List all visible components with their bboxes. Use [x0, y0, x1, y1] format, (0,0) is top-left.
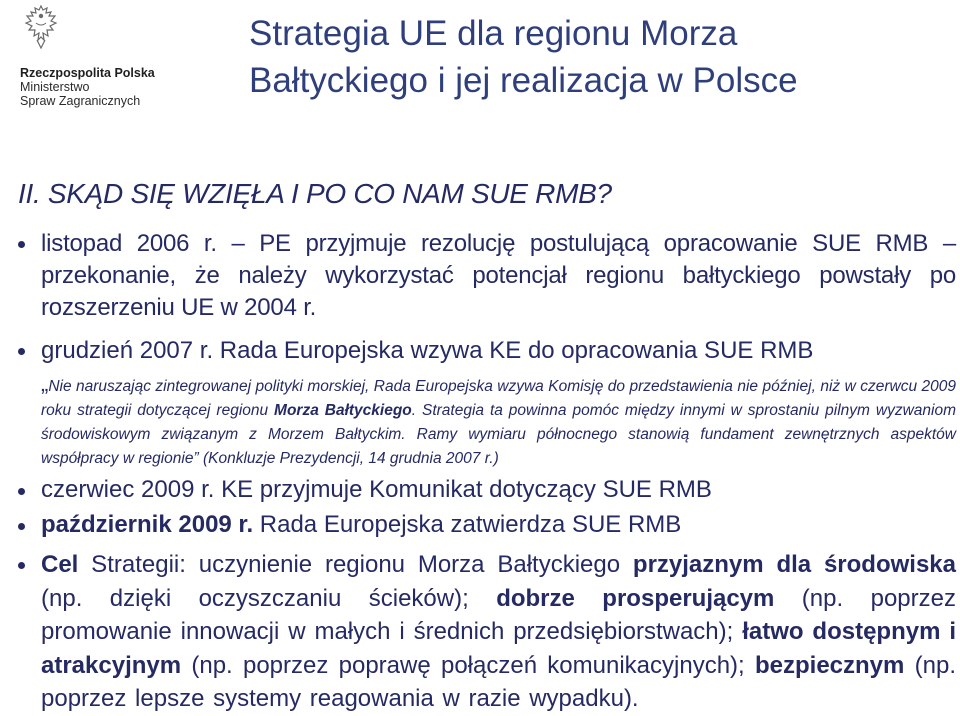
- goal-bold-9: bezpiecznym: [754, 651, 905, 679]
- goal-bold-1: Cel: [41, 551, 79, 578]
- goal-bold-7: łatwo dostępnym i atrakcyjnym: [41, 618, 956, 679]
- title-line-1: Strategia UE dla regionu Morza: [249, 14, 738, 53]
- bullet-dot: [18, 523, 25, 530]
- bullet-item-4: [41, 509, 956, 541]
- bullet-item-1: listopad 2006 r. – PE przyjmuje rezolucję postulującą opracowanie SUE RMB – przekonanie, że należy wykorzystać potencjał regionu bałtyckiego powstały po rozszerzeniu UE w 2004 r.: [41, 230, 956, 321]
- goal-bold-5: dobrze prosperującym: [496, 584, 775, 612]
- bullet-dot: [18, 348, 25, 355]
- page-title: [249, 10, 798, 104]
- bullet-dot: [18, 562, 25, 569]
- goal-paragraph: [41, 548, 956, 716]
- quote-block: [41, 372, 956, 471]
- bullet-4-rest: Rada Europejska zatwierdza SUE RMB: [253, 511, 682, 538]
- quote-bold: Morza Bałtyckiego: [274, 402, 412, 419]
- goal-text-6: (np. poprzez promowanie innowacji w małych i średnich przedsiębiorstwach);: [41, 584, 956, 645]
- goal-bold-3: przyjaznym dla środowiska: [632, 551, 956, 578]
- goal-text-10: (np. poprzez lepsze systemy reagowania w razie wypadku).: [41, 651, 956, 712]
- bullet-item-2: grudzień 2007 r. Rada Europejska wzywa KE do opracowania SUE RMB: [41, 337, 814, 364]
- goal-text-8: (np. poprzez poprawę połączeń komunikacyjnych);: [181, 651, 755, 679]
- goal-text-4: (np. dzięki oczyszczaniu ścieków);: [41, 584, 497, 612]
- ministry-logo: [18, 4, 158, 112]
- bullet-item-3: czerwiec 2009 r. KE przyjmuje Komunikat dotyczący SUE RMB: [41, 476, 712, 503]
- quote-open-mark: „: [41, 371, 49, 396]
- quote-part-1: Nie naruszając zintegrowanej polityki morskiej, Rada Europejska wzywa Komisję do przedstawienia nie później, niż w czerwcu 2009 roku strategii dotyczącej regionu: [41, 378, 956, 419]
- logo-line-1: Rzeczpospolita Polska: [20, 66, 155, 80]
- bullet-dot: [18, 241, 25, 248]
- bullet-4-bold: październik 2009 r.: [41, 511, 254, 538]
- quote-part-2: . Strategia ta powinna pomóc między innymi w sprostaniu pilnym wyzwaniom środowiskowym związanym z Morzem Bałtyckim. Ramy wymiaru północnego stanowią fundament zewnętrznych aspektów współpracy w regionie” (Konkluzje Prezydencji, 14 grudnia 2007 r.): [41, 402, 956, 467]
- logo-line-3: Spraw Zagranicznych: [20, 94, 141, 108]
- goal-text-2: Strategii: uczynienie regionu Morza Bałtyckiego: [78, 551, 633, 578]
- logo-line-2: Ministerstwo: [20, 80, 90, 94]
- bullet-dot: [18, 488, 25, 495]
- polish-eagle-emblem-icon: [24, 4, 58, 50]
- section-heading: II. SKĄD SIĘ WZIĘŁA I PO CO NAM SUE RMB?: [18, 178, 612, 209]
- title-line-2: Bałtyckiego i jej realizacja w Polsce: [249, 61, 798, 100]
